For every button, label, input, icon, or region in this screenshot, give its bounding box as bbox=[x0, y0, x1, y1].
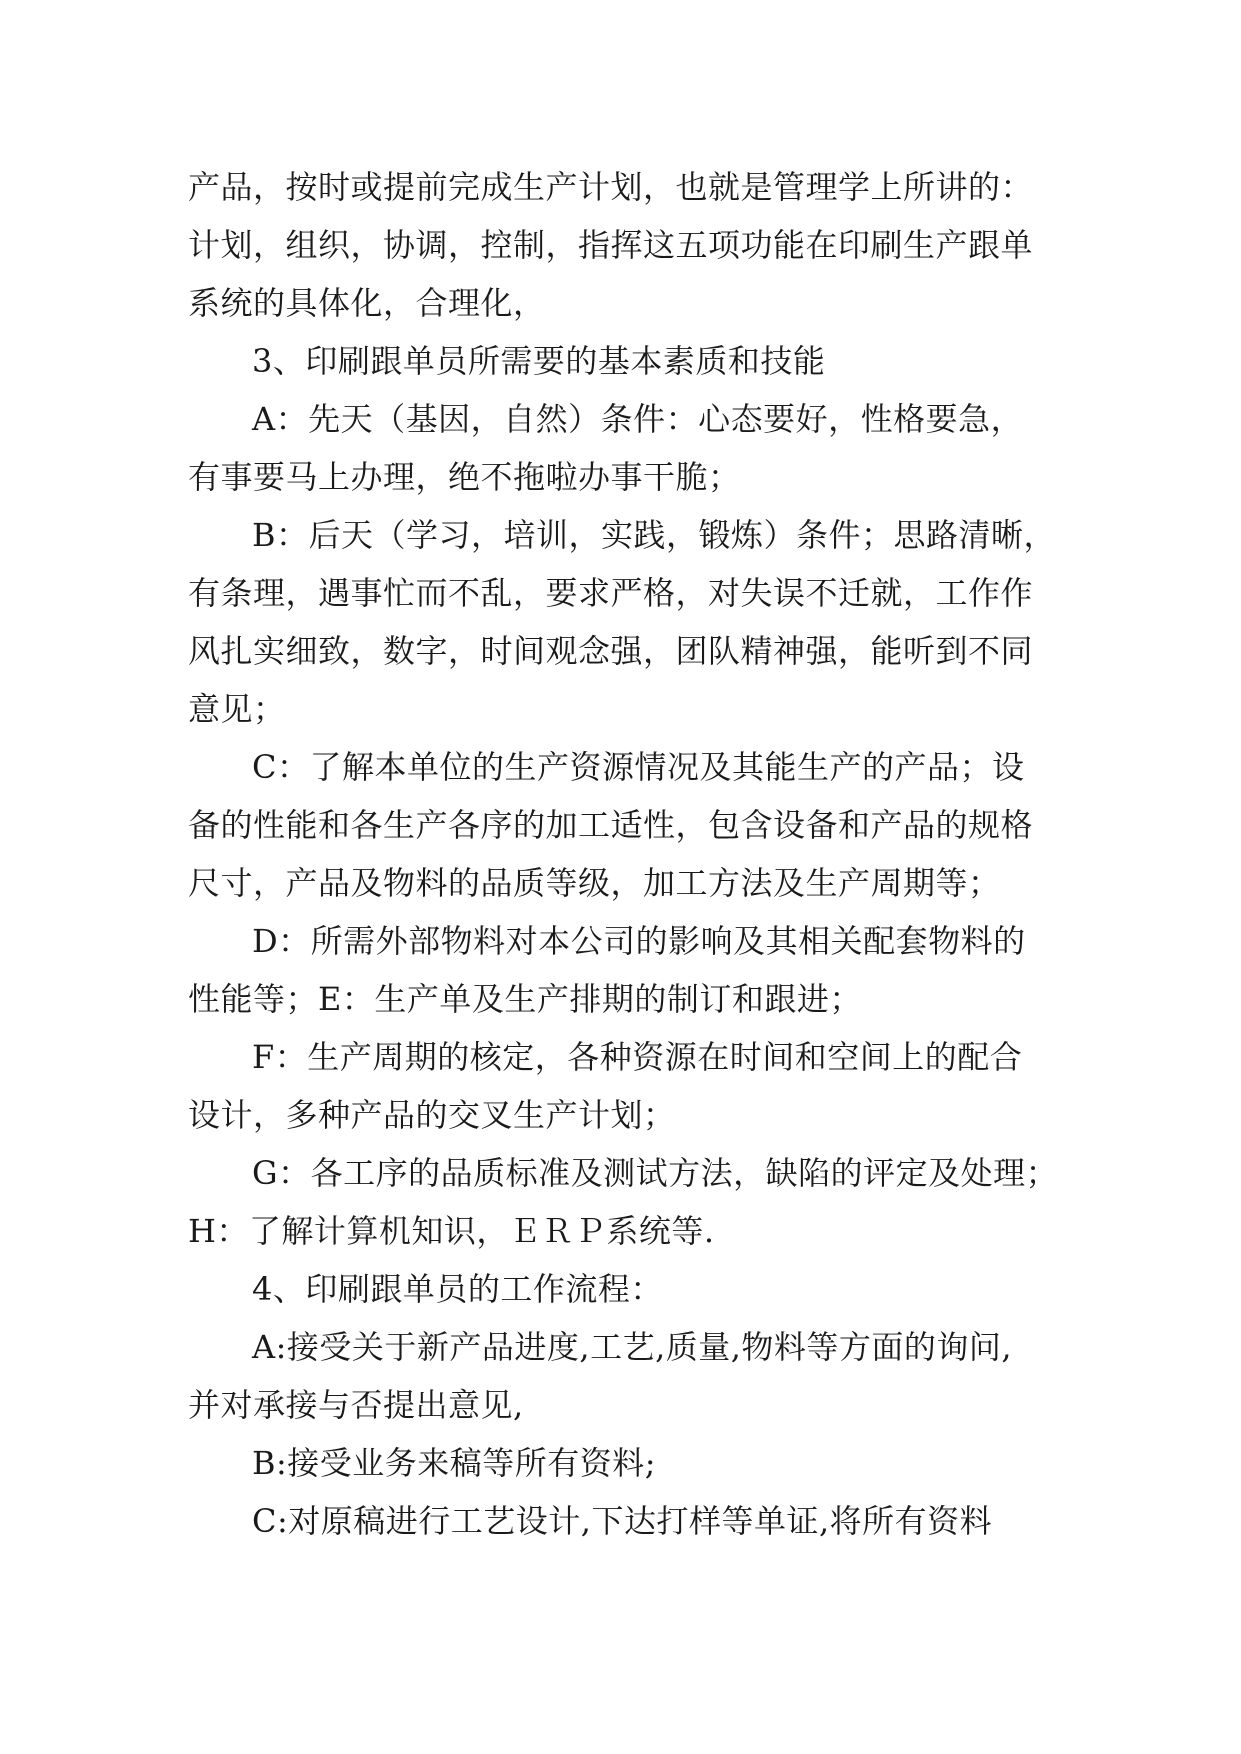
text-line: 备的性能和各生产各序的加工适性，包含设备和产品的规格 bbox=[188, 806, 1034, 844]
document-body bbox=[188, 158, 1068, 1550]
text-line: 产品，按时或提前完成生产计划，也就是管理学上所讲的： bbox=[188, 168, 1034, 206]
section-heading-3: 3、印刷跟单员所需要的基本素质和技能 bbox=[252, 342, 826, 380]
text-line: 意见； bbox=[188, 690, 286, 728]
section-heading-4: 4、印刷跟单员的工作流程： bbox=[252, 1270, 663, 1308]
text-line: 尺寸，产品及物料的品质等级，加工方法及生产周期等； bbox=[188, 864, 1001, 902]
text-line: C：了解本单位的生产资源情况及其能生产的产品；设 bbox=[252, 748, 1025, 786]
text-line: B:接受业务来稿等所有资料; bbox=[252, 1444, 657, 1482]
text-line: G：各工序的品质标准及测试方法，缺陷的评定及处理； bbox=[252, 1154, 1059, 1192]
text-line: D：所需外部物料对本公司的影响及其相关配套物料的 bbox=[252, 922, 1026, 960]
text-line: 系统的具体化，合理化， bbox=[188, 284, 546, 322]
text-line: A：先天（基因，自然）条件：心态要好，性格要急， bbox=[252, 400, 1024, 438]
text-line: 并对承接与否提出意见, bbox=[188, 1386, 524, 1424]
text-line: 计划，组织，协调，控制，指挥这五项功能在印刷生产跟单 bbox=[188, 226, 1034, 264]
text-line: 有条理，遇事忙而不乱，要求严格，对失误不迁就，工作作 bbox=[188, 574, 1034, 612]
text-line: F：生产周期的核定，各种资源在时间和空间上的配合 bbox=[252, 1038, 1023, 1076]
text-line: B：后天（学习，培训，实践，锻炼）条件；思路清晰， bbox=[252, 516, 1057, 554]
text-line: 有事要马上办理，绝不拖啦办事干脆； bbox=[188, 458, 741, 496]
text-line: H：了解计算机知识，ＥＲＰ系统等. bbox=[188, 1212, 715, 1250]
text-line: 风扎实细致，数字，时间观念强，团队精神强，能听到不同 bbox=[188, 632, 1034, 670]
text-line: 设计，多种产品的交叉生产计划； bbox=[188, 1096, 676, 1134]
text-line: 性能等；E：生产单及生产排期的制订和跟进； bbox=[188, 980, 862, 1018]
text-line: C:对原稿进行工艺设计,下达打样等单证,将所有资料 bbox=[252, 1502, 993, 1540]
text-line: A:接受关于新产品进度,工艺,质量,物料等方面的询问, bbox=[252, 1328, 1013, 1366]
